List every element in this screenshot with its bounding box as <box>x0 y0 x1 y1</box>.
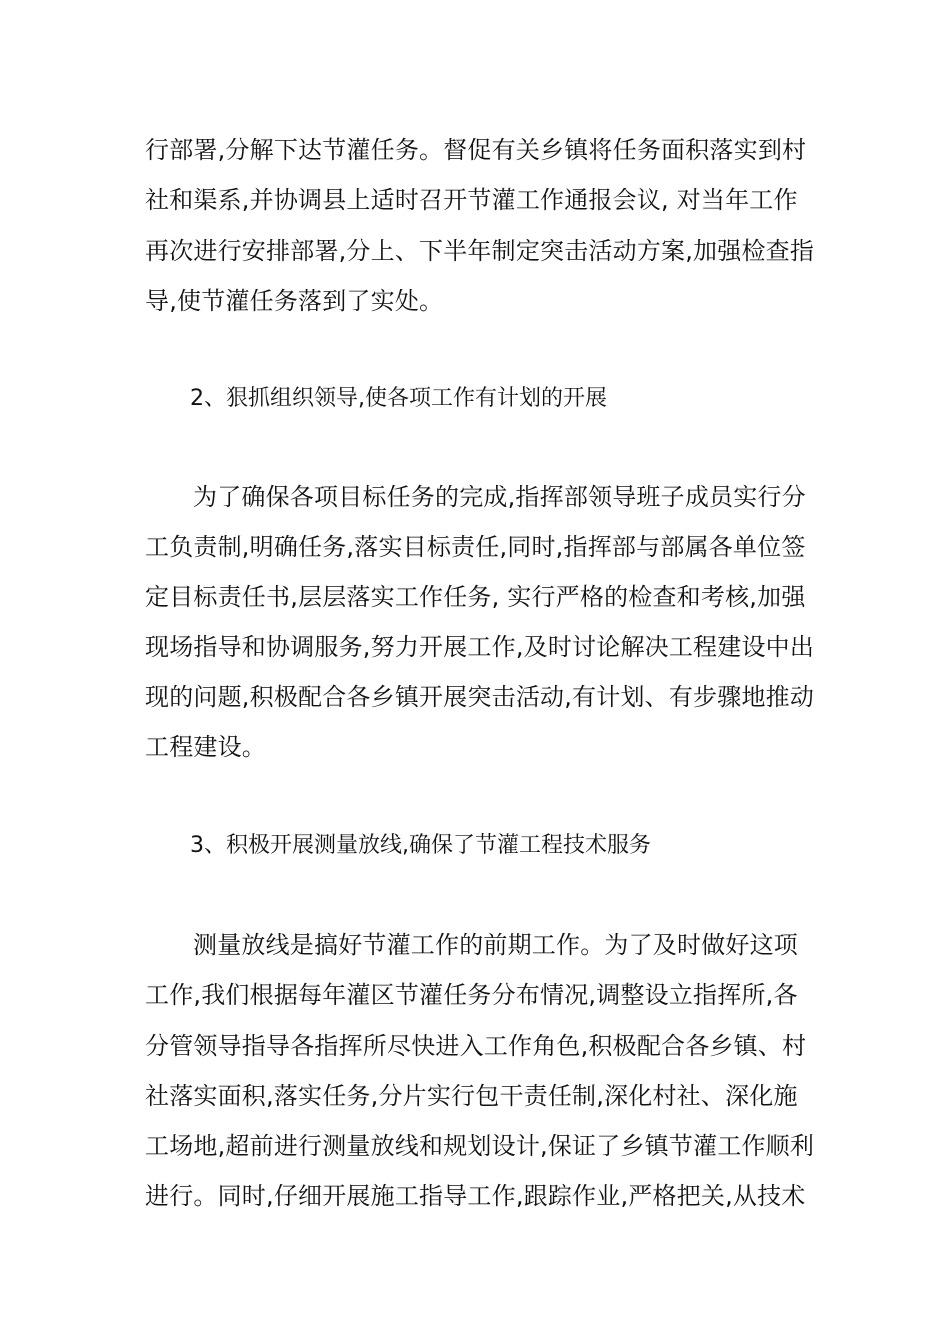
paragraph-line: 现的问题,积极配合各乡镇开展突击活动,有计划、有步骤地推动 <box>145 683 815 711</box>
paragraph-line: 工场地,超前进行测量放线和规划设计,保证了乡镇节灌工作顺利 <box>145 1132 815 1160</box>
paragraph-line: 进行。同时,仔细开展施工指导工作,跟踪作业,严格把关,从技术 <box>145 1182 806 1210</box>
section-heading: 3、积极开展测量放线,确保了节灌工程技术服务 <box>190 833 651 858</box>
paragraph-line: 工作,我们根据每年灌区节灌任务分布情况,调整设立指挥所,各 <box>145 981 798 1009</box>
paragraph-line: 工负责制,明确任务,落实目标责任,同时,指挥部与部属各单位签 <box>145 533 806 561</box>
paragraph-line: 分管领导指导各指挥所尽快进入工作角色,积极配合各乡镇、村 <box>145 1032 807 1060</box>
section-heading: 2、狠抓组织领导,使各项工作有计划的开展 <box>190 386 607 411</box>
paragraph-line: 工程建设。 <box>145 733 266 761</box>
paragraph-line: 社和渠系,并协调县上适时召开节灌工作通报会议, 对当年工作 <box>145 186 798 214</box>
paragraph-line: 再次进行安排部署,分上、下半年制定突击活动方案,加强检查指 <box>145 237 815 265</box>
paragraph-line: 现场指导和协调服务,努力开展工作,及时讨论解决工程建设中出 <box>145 633 815 661</box>
paragraph-line: 为了确保各项目标任务的完成,指挥部领导班子成员实行分 <box>193 483 806 511</box>
paragraph-line: 社落实面积,落实任务,分片实行包干责任制,深化村社、深化施 <box>145 1082 798 1110</box>
paragraph-line: 导,使节灌任务落到了实处。 <box>145 287 444 315</box>
paragraph-line: 行部署,分解下达节灌任务。督促有关乡镇将任务面积落实到村 <box>145 136 807 164</box>
paragraph-line: 测量放线是搞好节灌工作的前期工作。为了及时做好这项 <box>193 931 798 959</box>
paragraph-line: 定目标责任书,层层落实工作任务, 实行严格的检查和考核,加强 <box>145 583 806 611</box>
